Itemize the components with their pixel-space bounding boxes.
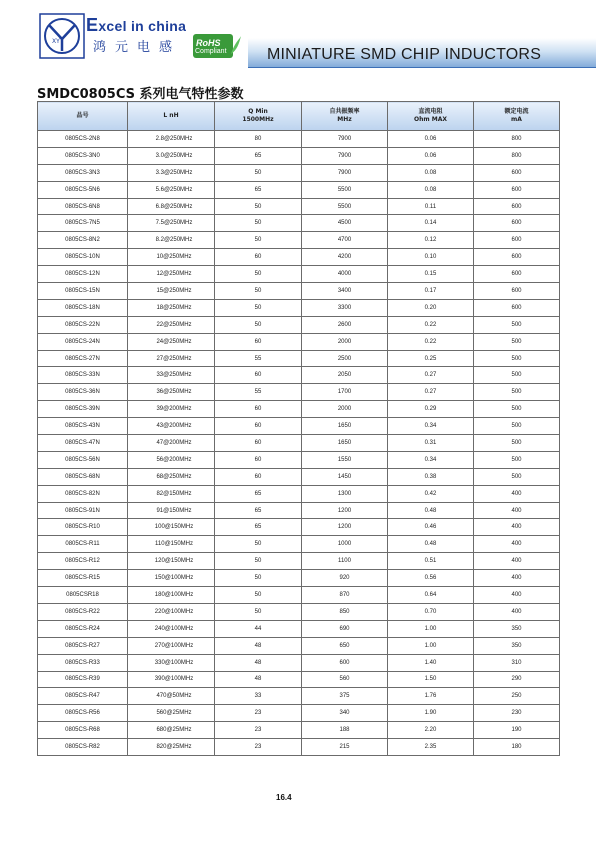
part-number-cell: 0805CS-10N <box>38 249 128 266</box>
rated-current-cell: 500 <box>474 435 560 452</box>
dcr-cell: 0.06 <box>388 131 474 148</box>
srf-cell: 1700 <box>302 384 388 401</box>
srf-cell: 690 <box>302 620 388 637</box>
q-min-cell: 50 <box>215 299 302 316</box>
part-number-cell: 0805CS-43N <box>38 418 128 435</box>
rated-current-cell: 400 <box>474 587 560 604</box>
part-number-cell: 0805CS-3N3 <box>38 164 128 181</box>
company-logo-icon <box>39 13 85 59</box>
inductance-cell: 27@250MHz <box>128 350 215 367</box>
table-row <box>38 232 560 249</box>
spec-table <box>37 101 560 756</box>
srf-cell: 600 <box>302 654 388 671</box>
q-min-cell: 50 <box>215 553 302 570</box>
part-number-cell: 0805CS-R39 <box>38 671 128 688</box>
srf-cell: 4700 <box>302 232 388 249</box>
part-number-cell: 0805CS-R82 <box>38 739 128 756</box>
dcr-cell: 2.20 <box>388 722 474 739</box>
part-number-cell: 0805CS-R22 <box>38 603 128 620</box>
q-min-cell: 60 <box>215 367 302 384</box>
part-number-cell: 0805CS-R33 <box>38 654 128 671</box>
q-min-cell: 65 <box>215 147 302 164</box>
part-number-cell: 0805CS-18N <box>38 299 128 316</box>
q-min-cell: 60 <box>215 401 302 418</box>
srf-cell: 4200 <box>302 249 388 266</box>
inductance-cell: 270@100MHz <box>128 637 215 654</box>
inductance-cell: 820@25MHz <box>128 739 215 756</box>
inductance-cell: 12@250MHz <box>128 266 215 283</box>
dcr-cell: 1.50 <box>388 671 474 688</box>
table-row <box>38 435 560 452</box>
part-number-cell: 0805CS-22N <box>38 316 128 333</box>
inductance-cell: 22@250MHz <box>128 316 215 333</box>
part-number-cell: 0805CS-2N8 <box>38 131 128 148</box>
part-number-cell: 0805CS-91N <box>38 502 128 519</box>
table-row <box>38 299 560 316</box>
srf-cell: 1200 <box>302 502 388 519</box>
srf-cell: 1300 <box>302 485 388 502</box>
rated-current-cell: 600 <box>474 164 560 181</box>
table-row <box>38 519 560 536</box>
table-row <box>38 570 560 587</box>
inductance-cell: 680@25MHz <box>128 722 215 739</box>
table-body <box>38 131 560 756</box>
srf-cell: 650 <box>302 637 388 654</box>
table-row <box>38 468 560 485</box>
q-min-cell: 60 <box>215 418 302 435</box>
dcr-cell: 0.14 <box>388 215 474 232</box>
table-row <box>38 739 560 756</box>
q-min-cell: 50 <box>215 266 302 283</box>
part-number-cell: 0805CS-7N5 <box>38 215 128 232</box>
dcr-cell: 0.08 <box>388 164 474 181</box>
srf-cell: 7900 <box>302 164 388 181</box>
q-min-cell: 44 <box>215 620 302 637</box>
part-number-cell: 0805CS-R24 <box>38 620 128 637</box>
rated-current-cell: 600 <box>474 215 560 232</box>
q-min-cell: 50 <box>215 164 302 181</box>
inductance-cell: 3.0@250MHz <box>128 147 215 164</box>
dcr-cell: 0.48 <box>388 502 474 519</box>
q-min-cell: 60 <box>215 468 302 485</box>
table-row <box>38 637 560 654</box>
dcr-cell: 0.46 <box>388 519 474 536</box>
srf-cell: 375 <box>302 688 388 705</box>
table-row <box>38 181 560 198</box>
q-min-cell: 60 <box>215 249 302 266</box>
srf-cell: 4500 <box>302 215 388 232</box>
dcr-cell: 0.51 <box>388 553 474 570</box>
dcr-cell: 0.25 <box>388 350 474 367</box>
rated-current-cell: 500 <box>474 451 560 468</box>
part-number-cell: 0805CS-R12 <box>38 553 128 570</box>
inductance-cell: 47@200MHz <box>128 435 215 452</box>
dcr-cell: 0.34 <box>388 418 474 435</box>
srf-cell: 5500 <box>302 181 388 198</box>
table-row <box>38 266 560 283</box>
part-number-cell: 0805CS-82N <box>38 485 128 502</box>
inductance-cell: 240@100MHz <box>128 620 215 637</box>
q-min-cell: 55 <box>215 350 302 367</box>
srf-cell: 5500 <box>302 198 388 215</box>
srf-cell: 2000 <box>302 333 388 350</box>
rated-current-cell: 500 <box>474 401 560 418</box>
rated-current-cell: 400 <box>474 502 560 519</box>
srf-cell: 340 <box>302 705 388 722</box>
rated-current-cell: 500 <box>474 468 560 485</box>
dcr-cell: 0.11 <box>388 198 474 215</box>
dcr-cell: 0.12 <box>388 232 474 249</box>
logo-letters: XY <box>52 38 60 45</box>
inductance-cell: 91@150MHz <box>128 502 215 519</box>
table-row <box>38 131 560 148</box>
page-header <box>0 0 596 70</box>
q-min-cell: 50 <box>215 316 302 333</box>
rated-current-cell: 230 <box>474 705 560 722</box>
dcr-cell: 0.10 <box>388 249 474 266</box>
header-divider <box>248 67 596 68</box>
part-number-cell: 0805CS-R11 <box>38 536 128 553</box>
q-min-cell: 55 <box>215 384 302 401</box>
dcr-cell: 1.40 <box>388 654 474 671</box>
q-min-cell: 80 <box>215 131 302 148</box>
dcr-cell: 0.56 <box>388 570 474 587</box>
rated-current-cell: 500 <box>474 316 560 333</box>
rated-current-cell: 500 <box>474 384 560 401</box>
srf-cell: 850 <box>302 603 388 620</box>
header-dcr: 直流电阻 Ohm MAX <box>388 102 474 131</box>
dcr-cell: 0.38 <box>388 468 474 485</box>
dcr-cell: 0.06 <box>388 147 474 164</box>
q-min-cell: 60 <box>215 333 302 350</box>
srf-cell: 1550 <box>302 451 388 468</box>
dcr-cell: 0.20 <box>388 299 474 316</box>
inductance-cell: 560@25MHz <box>128 705 215 722</box>
rated-current-cell: 290 <box>474 671 560 688</box>
rated-current-cell: 400 <box>474 603 560 620</box>
srf-cell: 2000 <box>302 401 388 418</box>
dcr-cell: 0.34 <box>388 451 474 468</box>
rated-current-cell: 400 <box>474 553 560 570</box>
dcr-cell: 1.00 <box>388 620 474 637</box>
inductance-cell: 6.8@250MHz <box>128 198 215 215</box>
inductance-cell: 2.8@250MHz <box>128 131 215 148</box>
part-number-cell: 0805CS-39N <box>38 401 128 418</box>
part-number-cell: 0805CS-R10 <box>38 519 128 536</box>
q-min-cell: 23 <box>215 739 302 756</box>
rated-current-cell: 400 <box>474 519 560 536</box>
dcr-cell: 0.64 <box>388 587 474 604</box>
part-number-cell: 0805CS-56N <box>38 451 128 468</box>
rated-current-cell: 500 <box>474 418 560 435</box>
srf-cell: 1650 <box>302 435 388 452</box>
q-min-cell: 50 <box>215 232 302 249</box>
q-min-cell: 50 <box>215 603 302 620</box>
dcr-cell: 1.00 <box>388 637 474 654</box>
srf-cell: 188 <box>302 722 388 739</box>
inductance-cell: 100@150MHz <box>128 519 215 536</box>
part-number-cell: 0805CS-8N2 <box>38 232 128 249</box>
part-number-cell: 0805CS-R15 <box>38 570 128 587</box>
q-min-cell: 50 <box>215 536 302 553</box>
section-title: SMDC0805CS 系列电气特性参数 <box>37 87 244 102</box>
q-min-cell: 50 <box>215 198 302 215</box>
table-row <box>38 536 560 553</box>
srf-cell: 1450 <box>302 468 388 485</box>
rohs-label: RoHS <box>196 38 221 48</box>
table-row <box>38 502 560 519</box>
table-row <box>38 620 560 637</box>
table-row <box>38 249 560 266</box>
dcr-cell: 0.22 <box>388 316 474 333</box>
q-min-cell: 65 <box>215 485 302 502</box>
table-row <box>38 671 560 688</box>
header-inductance: L nH <box>128 102 215 131</box>
table-row <box>38 147 560 164</box>
rated-current-cell: 600 <box>474 299 560 316</box>
header-rated-current: 额定电流 mA <box>474 102 560 131</box>
inductance-cell: 3.3@250MHz <box>128 164 215 181</box>
q-min-cell: 65 <box>215 181 302 198</box>
q-min-cell: 48 <box>215 637 302 654</box>
inductance-cell: 8.2@250MHz <box>128 232 215 249</box>
rated-current-cell: 400 <box>474 485 560 502</box>
table-row <box>38 418 560 435</box>
inductance-cell: 7.5@250MHz <box>128 215 215 232</box>
part-number-cell: 0805CS-R47 <box>38 688 128 705</box>
q-min-cell: 48 <box>215 654 302 671</box>
table-row <box>38 705 560 722</box>
dcr-cell: 0.22 <box>388 333 474 350</box>
q-min-cell: 23 <box>215 705 302 722</box>
dcr-cell: 0.42 <box>388 485 474 502</box>
dcr-cell: 0.29 <box>388 401 474 418</box>
inductance-cell: 36@250MHz <box>128 384 215 401</box>
srf-cell: 2050 <box>302 367 388 384</box>
table-row <box>38 401 560 418</box>
rated-current-cell: 600 <box>474 181 560 198</box>
dcr-cell: 0.70 <box>388 603 474 620</box>
inductance-cell: 5.6@250MHz <box>128 181 215 198</box>
dcr-cell: 1.76 <box>388 688 474 705</box>
inductance-cell: 150@100MHz <box>128 570 215 587</box>
part-number-cell: 0805CS-5N6 <box>38 181 128 198</box>
srf-cell: 1650 <box>302 418 388 435</box>
q-min-cell: 23 <box>215 722 302 739</box>
srf-cell: 3400 <box>302 283 388 300</box>
table-row <box>38 350 560 367</box>
srf-cell: 2600 <box>302 316 388 333</box>
part-number-cell: 0805CS-27N <box>38 350 128 367</box>
part-number-cell: 0805CS-12N <box>38 266 128 283</box>
part-number-cell: 0805CS-6N8 <box>38 198 128 215</box>
q-min-cell: 50 <box>215 587 302 604</box>
part-number-cell: 0805CS-R68 <box>38 722 128 739</box>
rated-current-cell: 800 <box>474 131 560 148</box>
dcr-cell: 0.08 <box>388 181 474 198</box>
dcr-cell: 0.17 <box>388 283 474 300</box>
rated-current-cell: 500 <box>474 367 560 384</box>
srf-cell: 870 <box>302 587 388 604</box>
table-row <box>38 722 560 739</box>
srf-cell: 1200 <box>302 519 388 536</box>
q-min-cell: 33 <box>215 688 302 705</box>
q-min-cell: 48 <box>215 671 302 688</box>
dcr-cell: 0.15 <box>388 266 474 283</box>
rated-current-cell: 600 <box>474 232 560 249</box>
table-row <box>38 451 560 468</box>
srf-cell: 215 <box>302 739 388 756</box>
inductance-cell: 33@250MHz <box>128 367 215 384</box>
table-row <box>38 654 560 671</box>
inductance-cell: 120@150MHz <box>128 553 215 570</box>
q-min-cell: 50 <box>215 283 302 300</box>
dcr-cell: 2.35 <box>388 739 474 756</box>
inductance-cell: 470@50MHz <box>128 688 215 705</box>
table-row <box>38 587 560 604</box>
q-min-cell: 50 <box>215 570 302 587</box>
srf-cell: 4000 <box>302 266 388 283</box>
table-row <box>38 198 560 215</box>
rated-current-cell: 600 <box>474 266 560 283</box>
table-row <box>38 485 560 502</box>
inductance-cell: 180@100MHz <box>128 587 215 604</box>
part-number-cell: 0805CS-33N <box>38 367 128 384</box>
rated-current-cell: 800 <box>474 147 560 164</box>
inductance-cell: 110@150MHz <box>128 536 215 553</box>
srf-cell: 920 <box>302 570 388 587</box>
dcr-cell: 0.48 <box>388 536 474 553</box>
srf-cell: 1000 <box>302 536 388 553</box>
rohs-compliant-label: Compliant <box>195 48 227 55</box>
rated-current-cell: 600 <box>474 249 560 266</box>
inductance-cell: 43@200MHz <box>128 418 215 435</box>
q-min-cell: 65 <box>215 519 302 536</box>
table-row <box>38 688 560 705</box>
rated-current-cell: 350 <box>474 637 560 654</box>
rated-current-cell: 250 <box>474 688 560 705</box>
rated-current-cell: 500 <box>474 333 560 350</box>
table-row <box>38 215 560 232</box>
inductance-cell: 24@250MHz <box>128 333 215 350</box>
rated-current-cell: 190 <box>474 722 560 739</box>
q-min-cell: 60 <box>215 435 302 452</box>
table-row <box>38 367 560 384</box>
srf-cell: 1100 <box>302 553 388 570</box>
part-number-cell: 0805CS-47N <box>38 435 128 452</box>
inductance-cell: 220@100MHz <box>128 603 215 620</box>
banner-title: MINIATURE SMD CHIP INDUCTORS <box>267 46 542 63</box>
inductance-cell: 18@250MHz <box>128 299 215 316</box>
dcr-cell: 0.31 <box>388 435 474 452</box>
header-part-number: 品号 <box>38 102 128 131</box>
table-row <box>38 333 560 350</box>
part-number-cell: 0805CS-36N <box>38 384 128 401</box>
table-row <box>38 384 560 401</box>
rated-current-cell: 600 <box>474 198 560 215</box>
table-row <box>38 553 560 570</box>
part-number-cell: 0805CS-R27 <box>38 637 128 654</box>
rated-current-cell: 600 <box>474 283 560 300</box>
inductance-cell: 390@100MHz <box>128 671 215 688</box>
srf-cell: 7900 <box>302 147 388 164</box>
part-number-cell: 0805CS-3N0 <box>38 147 128 164</box>
table-row <box>38 164 560 181</box>
rated-current-cell: 350 <box>474 620 560 637</box>
table-row <box>38 603 560 620</box>
inductance-cell: 56@200MHz <box>128 451 215 468</box>
part-number-cell: 0805CS-R56 <box>38 705 128 722</box>
srf-cell: 7900 <box>302 131 388 148</box>
part-number-cell: 0805CSR18 <box>38 587 128 604</box>
brand-name-rest: xcel in china <box>98 18 187 34</box>
srf-cell: 560 <box>302 671 388 688</box>
part-number-cell: 0805CS-24N <box>38 333 128 350</box>
rated-current-cell: 500 <box>474 350 560 367</box>
rated-current-cell: 400 <box>474 570 560 587</box>
brand-initial: E <box>86 15 99 35</box>
part-number-cell: 0805CS-68N <box>38 468 128 485</box>
inductance-cell: 15@250MHz <box>128 283 215 300</box>
srf-cell: 3300 <box>302 299 388 316</box>
inductance-cell: 82@150MHz <box>128 485 215 502</box>
dcr-cell: 0.27 <box>388 384 474 401</box>
part-number-cell: 0805CS-15N <box>38 283 128 300</box>
inductance-cell: 10@250MHz <box>128 249 215 266</box>
header-q-min: Q Min 1500MHz <box>215 102 302 131</box>
rated-current-cell: 310 <box>474 654 560 671</box>
q-min-cell: 65 <box>215 502 302 519</box>
q-min-cell: 60 <box>215 451 302 468</box>
dcr-cell: 1.90 <box>388 705 474 722</box>
page-number: 16.4 <box>276 793 292 802</box>
srf-cell: 2500 <box>302 350 388 367</box>
table-row <box>38 283 560 300</box>
brand-name-english <box>86 15 186 36</box>
inductance-cell: 68@250MHz <box>128 468 215 485</box>
inductance-cell: 39@200MHz <box>128 401 215 418</box>
dcr-cell: 0.27 <box>388 367 474 384</box>
inductance-cell: 330@100MHz <box>128 654 215 671</box>
header-srf: 自共振频率 MHz <box>302 102 388 131</box>
brand-name-chinese: 鸿元电感 <box>93 40 182 55</box>
q-min-cell: 50 <box>215 215 302 232</box>
table-header <box>38 102 560 131</box>
rated-current-cell: 180 <box>474 739 560 756</box>
table-row <box>38 316 560 333</box>
rated-current-cell: 400 <box>474 536 560 553</box>
